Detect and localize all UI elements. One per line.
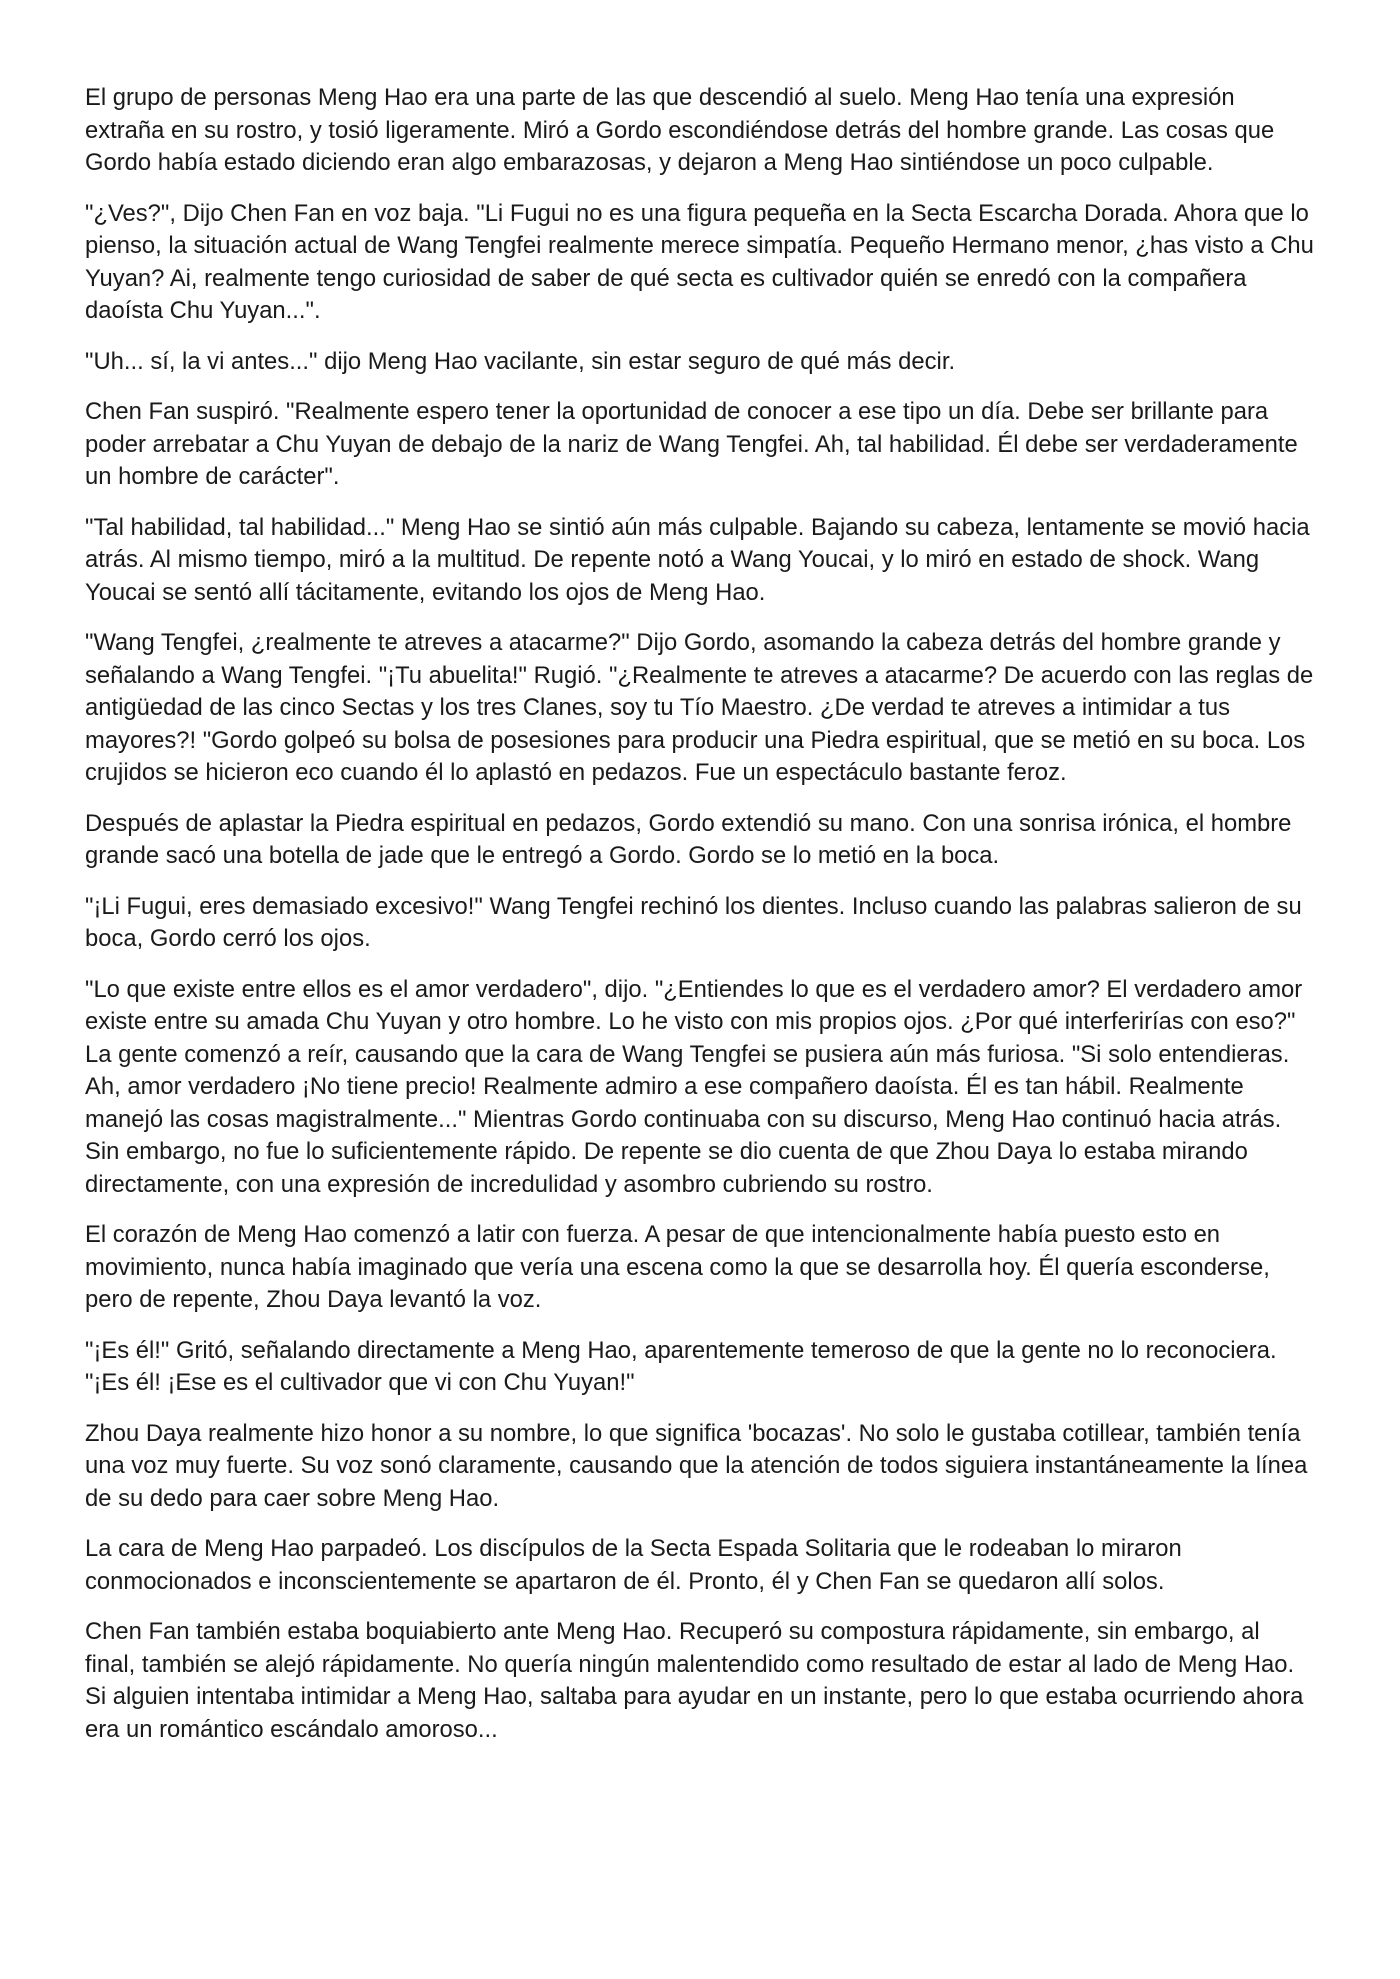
paragraph-6: "Wang Tengfei, ¿realmente te atreves a atacarme?" Dijo Gordo, asomando la cabeza detrás del hombre grande y señalando a Wang Tengfei. "¡Tu abuelita!" Rugió. "¿Realmente te atreves a atacarme? De acuerdo con las reglas de antigüedad de las cinco Sectas y los tres Clanes, soy tu Tío Maestro. ¿De verdad te atreves a intimidar a tus mayores?! "Gordo golpeó su bolsa de posesiones para producir una Piedra espiritual, que se metió en su boca. Los crujidos se hicieron eco cuando él lo aplastó en pedazos. Fue un espectáculo bastante feroz. [85, 629, 1314, 786]
paragraph-13: La cara de Meng Hao parpadeó. Los discípulos de la Secta Espada Solitaria que le rodeaban lo miraron conmocionados e inconscientemente se apartaron de él. Pronto, él y Chen Fan se quedaron allí solos. [85, 1535, 1182, 1595]
paragraph-12: Zhou Daya realmente hizo honor a su nombre, lo que significa 'bocazas'. No solo le gustaba cotillear, también tenía una voz muy fuerte. Su voz sonó claramente, causando que la atención de todos siguiera instantáneamente la línea de su dedo para caer sobre Meng Hao. [85, 1419, 1308, 1512]
paragraph-7: Después de aplastar la Piedra espiritual en pedazos, Gordo extendió su mano. Con una sonrisa irónica, el hombre grande sacó una botella de jade que le entregó a Gordo. Gordo se lo metió en la boca. [85, 809, 1292, 869]
paragraph-11: "¡Es él!" Gritó, señalando directamente a Meng Hao, aparentemente temeroso de que la gente no lo reconociera. "¡Es él! ¡Ese es el cultivador que vi con Chu Yuyan!" [85, 1336, 1277, 1396]
paragraph-4: Chen Fan suspiró. "Realmente espero tener la oportunidad de conocer a ese tipo un día. Debe ser brillante para poder arrebatar a Chu Yuyan de debajo de la nariz de Wang Tengfei. Ah, tal habilidad. Él debe ser verdaderamente un hombre de carácter". [85, 398, 1298, 490]
document-page [85, 82, 1315, 1764]
paragraph-10: El corazón de Meng Hao comenzó a latir con fuerza. A pesar de que intencionalmente había puesto esto en movimiento, nunca había imaginado que vería una escena como la que se desarrolla hoy. Él quería esconderse, pero de repente, Zhou Daya levantó la voz. [85, 1221, 1270, 1313]
paragraph-14: Chen Fan también estaba boquiabierto ante Meng Hao. Recuperó su compostura rápidamente, sin embargo, al final, también se alejó rápidamente. No quería ningún malentendido como resultado de estar al lado de Meng Hao. Si alguien intentaba intimidar a Meng Hao, saltaba para ayudar en un instante, pero lo que estaba ocurriendo ahora era un romántico escándalo amoroso... [85, 1618, 1304, 1743]
paragraph-2: "¿Ves?", Dijo Chen Fan en voz baja. "Li Fugui no es una figura pequeña en la Secta Escarcha Dorada. Ahora que lo pienso, la situación actual de Wang Tengfei realmente merece simpatía. Pequeño Hermano menor, ¿has visto a Chu Yuyan? Ai, realmente tengo curiosidad de saber de qué secta es cultivador quién se enredó con la compañera daoísta Chu Yuyan...". [85, 199, 1314, 324]
paragraph-9: "Lo que existe entre ellos es el amor verdadero", dijo. "¿Entiendes lo que es el verdadero amor? El verdadero amor existe entre su amada Chu Yuyan y otro hombre. Lo he visto con mis propios ojos. ¿Por qué interferirías con eso?" La gente comenzó a reír, causando que la cara de Wang Tengfei se pusiera aún más furiosa. "Si solo entendieras. Ah, amor verdadero ¡No tiene precio! Realmente admiro a ese compañero daoísta. Él es tan hábil. Realmente manejó las cosas magistralmente..." Mientras Gordo continuaba con su discurso, Meng Hao continuó hacia atrás. Sin embargo, no fue lo suficientemente rápido. De repente se dio cuenta de que Zhou Daya lo estaba mirando directamente, con una expresión de incredulidad y asombro cubriendo su rostro. [85, 975, 1303, 1198]
paragraph-1: El grupo de personas Meng Hao era una parte de las que descendió al suelo. Meng Hao tenía una expresión extraña en su rostro, y tosió ligeramente. Miró a Gordo escondiéndose detrás del hombre grande. Las cosas que Gordo había estado diciendo eran algo embarazosas, y dejaron a Meng Hao sintiéndose un poco culpable. [85, 84, 1275, 176]
paragraph-8: "¡Li Fugui, eres demasiado excesivo!" Wang Tengfei rechinó los dientes. Incluso cuando las palabras salieron de su boca, Gordo cerró los ojos. [85, 892, 1302, 952]
paragraph-3: "Uh... sí, la vi antes..." dijo Meng Hao vacilante, sin estar seguro de qué más decir. [85, 347, 956, 375]
paragraph-5: "Tal habilidad, tal habilidad..." Meng Hao se sintió aún más culpable. Bajando su cabeza, lentamente se movió hacia atrás. Al mismo tiempo, miró a la multitud. De repente notó a Wang Youcai, y lo miró en estado de shock. Wang Youcai se sentó allí tácitamente, evitando los ojos de Meng Hao. [85, 513, 1310, 606]
